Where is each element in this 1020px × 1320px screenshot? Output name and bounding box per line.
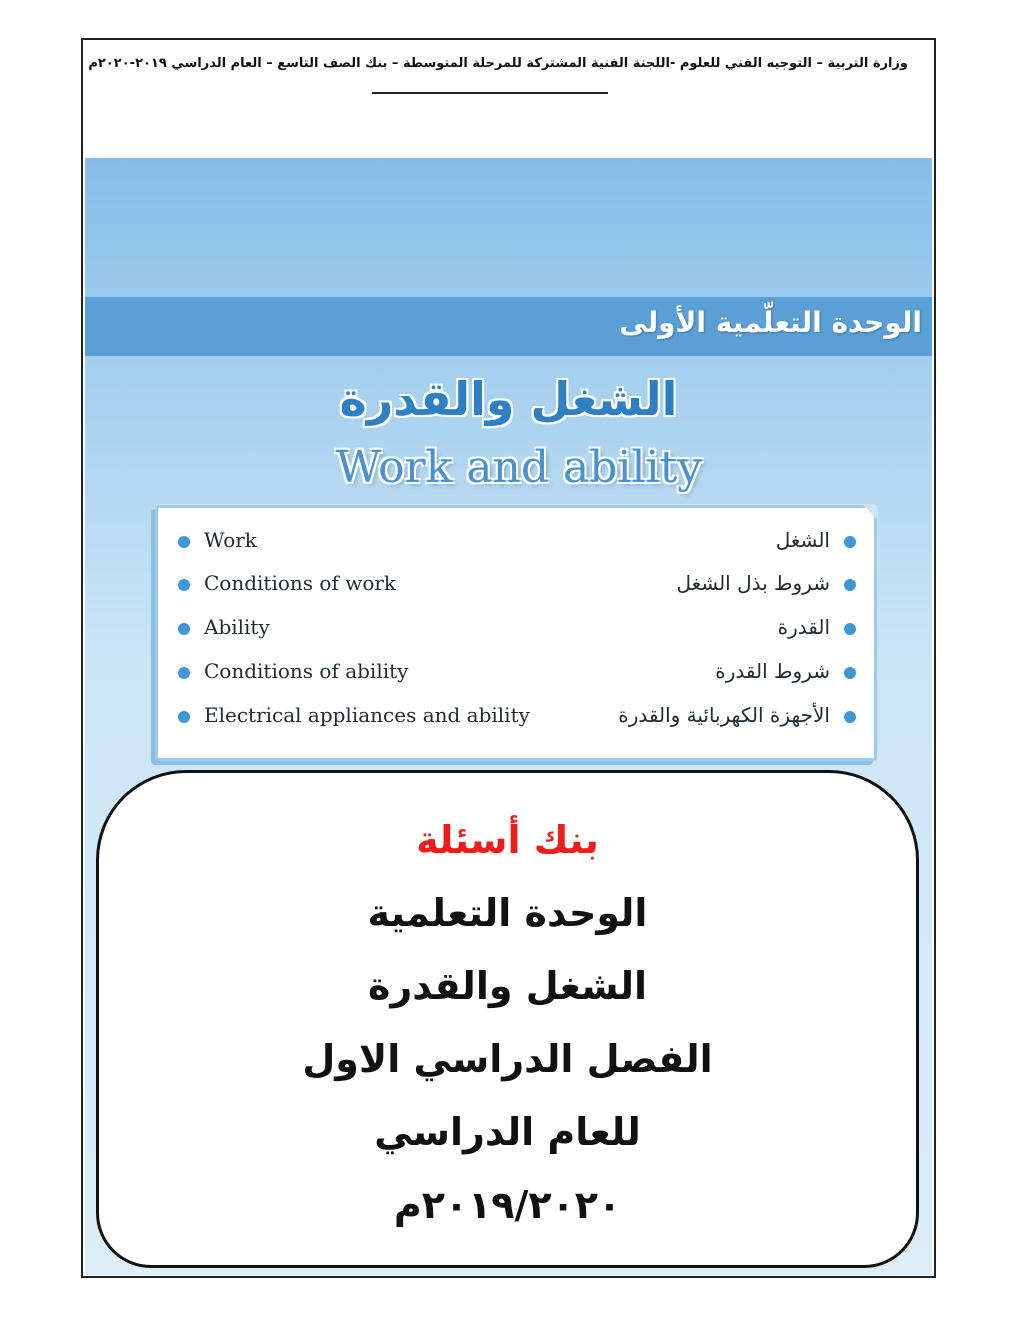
bank-unit: الوحدة التعلمية (367, 891, 648, 935)
topic-row (178, 703, 856, 733)
topic-arabic: القدرة (777, 615, 830, 639)
bank-topic: الشغل والقدرة (367, 964, 648, 1008)
bullet-icon (844, 623, 856, 635)
unit-label: الوحدة التعلّمية الأولى (619, 306, 922, 339)
bank-semester: الفصل الدراسي الاول (302, 1037, 713, 1081)
topic-arabic: شروط القدرة (715, 659, 830, 683)
topic-row (178, 528, 856, 558)
bullet-icon (178, 667, 190, 679)
bullet-icon (844, 667, 856, 679)
header-text: وزارة التربية – التوجيه الفني للعلوم -اللجنة الفنية المشتركة للمرحلة المتوسطة – بنك الصف التاسع – العام الدراسي ٢٠١٩-٢٠٢٠م (88, 56, 908, 71)
bank-heading: بنك أسئلة (416, 818, 599, 862)
bullet-icon (178, 536, 190, 548)
topic-arabic: شروط بذل الشغل (676, 571, 830, 595)
topic-row (178, 615, 856, 645)
title-english: Work and ability (335, 442, 703, 493)
topic-row (178, 571, 856, 601)
header-divider (372, 92, 608, 94)
topic-english: Conditions of work (204, 571, 397, 595)
topic-english: Work (204, 528, 257, 552)
bank-year: ٢٠١٩/٢٠٢٠م (393, 1183, 622, 1227)
topic-arabic: الأجهزة الكهربائية والقدرة (618, 703, 830, 727)
bank-year-label: للعام الدراسي (374, 1110, 641, 1154)
topic-row (178, 659, 856, 689)
bullet-icon (844, 536, 856, 548)
bullet-icon (844, 579, 856, 591)
topic-english: Conditions of ability (204, 659, 409, 683)
bullet-icon (178, 711, 190, 723)
bullet-icon (844, 711, 856, 723)
title-arabic: الشغل والقدرة (339, 372, 678, 426)
topic-english: Ability (204, 615, 270, 639)
topic-english: Electrical appliances and ability (204, 703, 530, 727)
topics-box (155, 505, 877, 761)
bullet-icon (178, 623, 190, 635)
topic-arabic: الشغل (775, 528, 830, 552)
bullet-icon (178, 579, 190, 591)
